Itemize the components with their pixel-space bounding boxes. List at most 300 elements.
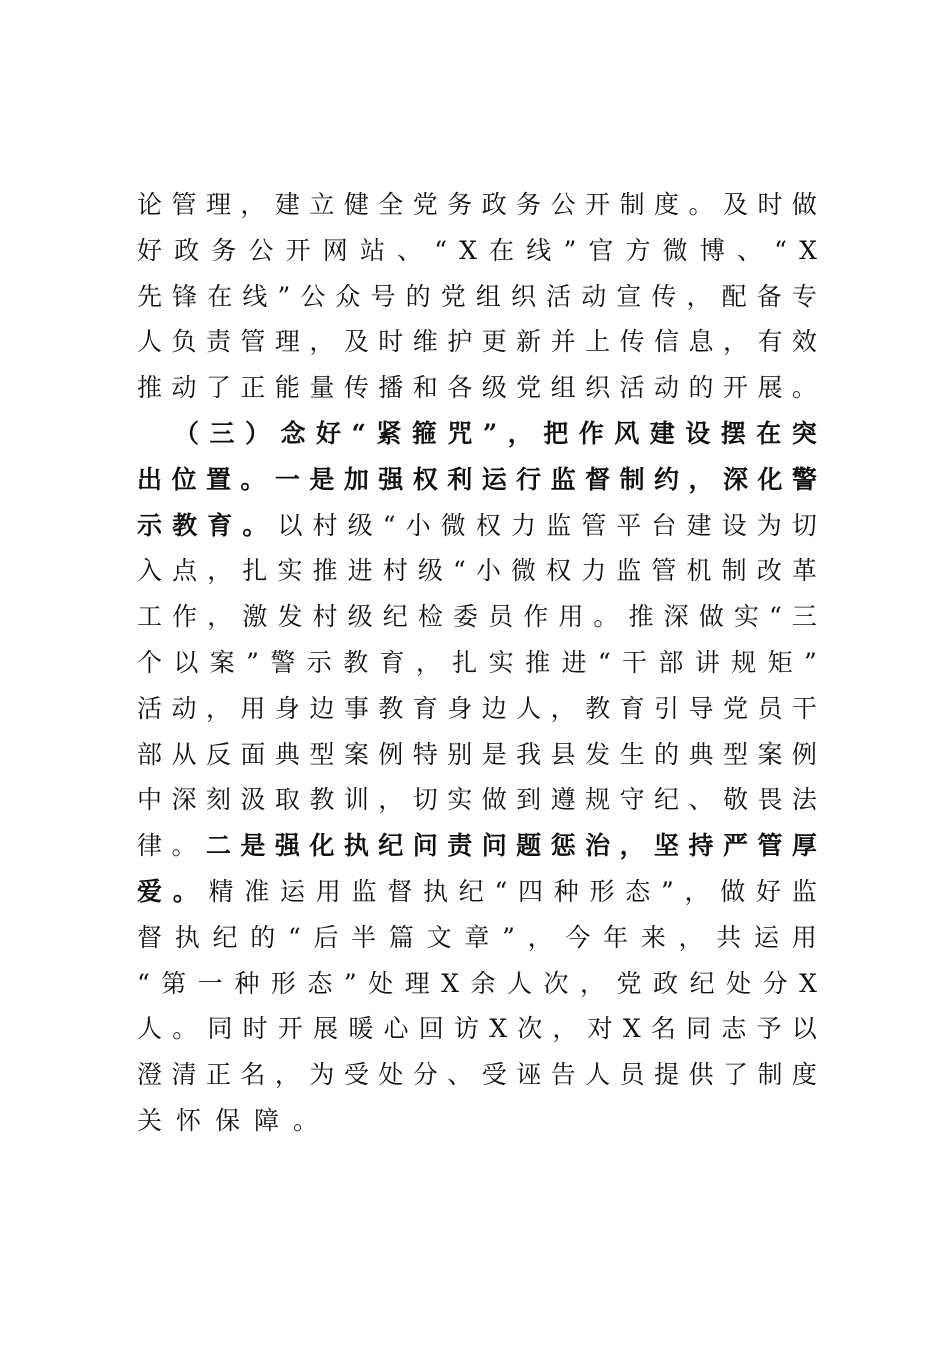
text-glyph: ”	[482, 418, 498, 448]
text-glyph: 问	[481, 831, 507, 861]
text-glyph: 传	[619, 327, 645, 357]
text-line	[137, 228, 817, 274]
text-glyph: 分	[762, 968, 788, 998]
text-glyph: 台	[651, 510, 677, 540]
text-glyph: 级	[481, 373, 507, 403]
text-glyph: 章	[464, 922, 490, 952]
text-glyph: 了	[722, 1060, 748, 1090]
text-glyph: 取	[274, 785, 300, 815]
text-glyph: 引	[654, 693, 680, 723]
text-glyph: 用	[315, 876, 341, 906]
text-glyph: 制	[619, 190, 645, 219]
text-glyph: 教	[309, 785, 335, 815]
text-glyph: 论	[137, 190, 163, 219]
text-glyph: 动	[171, 373, 197, 403]
text-glyph: 咒	[447, 418, 473, 448]
text-line	[137, 411, 817, 457]
text-glyph: 机	[686, 556, 712, 586]
text-glyph: 警	[791, 464, 817, 494]
text-glyph: 力	[581, 556, 607, 586]
text-glyph: 切	[791, 510, 817, 540]
text-glyph: 化	[757, 464, 783, 494]
text-glyph: 警	[270, 647, 296, 677]
text-glyph: 时	[757, 190, 783, 219]
text-glyph: 在	[489, 235, 515, 265]
text-glyph: ，	[207, 556, 233, 586]
text-glyph: 名	[240, 1060, 266, 1090]
text-glyph: 务	[516, 190, 542, 219]
text-glyph: 以	[173, 647, 199, 677]
text-glyph: 实	[488, 647, 514, 677]
text-glyph: 处	[378, 1060, 404, 1090]
text-glyph: 实	[447, 785, 473, 815]
text-glyph: 执	[423, 876, 449, 906]
text-glyph: 是	[240, 831, 266, 861]
text-glyph: ，	[240, 190, 266, 219]
text-glyph: 党	[722, 693, 748, 723]
text-glyph: 扎	[452, 647, 478, 677]
text-glyph: 好	[137, 235, 163, 265]
text-glyph: ，	[527, 922, 553, 952]
text-glyph: 管	[651, 556, 677, 586]
text-glyph: 政	[174, 235, 200, 265]
text-line	[137, 274, 817, 320]
text-glyph: 。	[688, 190, 714, 219]
text-glyph: 人	[585, 1060, 611, 1090]
text-glyph: 监	[351, 876, 377, 906]
text-glyph: 予	[756, 1014, 782, 1044]
text-glyph: 做	[720, 876, 746, 906]
text-glyph: 管	[757, 831, 783, 861]
text-glyph: 执	[343, 831, 369, 861]
text-glyph: 规	[585, 785, 611, 815]
text-glyph: 强	[274, 831, 300, 861]
text-glyph: 部	[658, 647, 684, 677]
text-glyph: 例	[378, 739, 404, 769]
text-glyph: 委	[452, 602, 478, 632]
text-glyph: 的	[405, 281, 431, 311]
text-glyph: 型	[722, 739, 748, 769]
text-glyph: 激	[242, 602, 268, 632]
text-glyph: 干	[791, 693, 817, 723]
text-glyph: X	[459, 235, 477, 265]
text-glyph: 志	[721, 1014, 747, 1044]
text-glyph: 好	[316, 418, 342, 448]
text-glyph: 做	[791, 190, 817, 219]
text-glyph: 执	[174, 922, 200, 952]
text-glyph: 种	[234, 968, 260, 998]
text-glyph: 持	[688, 831, 714, 861]
text-glyph: 箍	[411, 418, 437, 448]
text-glyph: 育	[412, 693, 438, 723]
text-glyph: 实	[277, 556, 303, 586]
text-glyph: 次	[543, 968, 569, 998]
text-glyph: ，	[309, 327, 335, 357]
text-glyph: 半	[351, 922, 377, 952]
text-glyph: 身	[274, 693, 300, 723]
text-glyph: ，	[378, 785, 404, 815]
text-glyph: 纪	[382, 602, 408, 632]
text-glyph: 督	[585, 464, 611, 494]
text-glyph: 站	[359, 235, 385, 265]
text-glyph: 建	[649, 418, 675, 448]
text-glyph: 进	[561, 647, 587, 677]
text-glyph: ，	[686, 281, 712, 311]
text-glyph: 用	[558, 602, 584, 632]
text-glyph: 同	[686, 1014, 712, 1044]
text-glyph: 篇	[388, 922, 414, 952]
text-glyph: 效	[791, 327, 817, 357]
text-glyph: 用	[240, 693, 266, 723]
text-glyph: 开	[277, 1014, 303, 1044]
text-glyph: 制	[619, 464, 645, 494]
text-glyph: 摆	[720, 418, 746, 448]
text-line	[137, 777, 817, 823]
text-glyph: 澄	[137, 1060, 163, 1090]
text-glyph: 微	[662, 235, 688, 265]
text-glyph: 息	[688, 327, 714, 357]
text-glyph: 号	[370, 281, 396, 311]
text-glyph: 法	[791, 785, 817, 815]
text-glyph: ，	[678, 922, 704, 952]
text-glyph: X	[799, 968, 817, 998]
text-glyph: 人	[137, 1014, 163, 1044]
text-glyph: 能	[274, 373, 300, 403]
text-glyph: 同	[207, 1014, 233, 1044]
text-glyph: 。	[593, 602, 619, 632]
text-glyph: 务	[447, 190, 473, 219]
text-glyph: 后	[313, 922, 339, 952]
text-glyph: 村	[382, 556, 408, 586]
text-glyph: 。	[172, 876, 198, 906]
text-glyph: 。	[240, 464, 266, 494]
text-glyph: “	[774, 235, 787, 265]
text-glyph: ，	[684, 876, 710, 906]
text-glyph: 一	[197, 968, 223, 998]
text-glyph: 人	[516, 693, 542, 723]
text-glyph: 暖	[348, 1014, 374, 1044]
text-glyph: 在	[207, 281, 233, 311]
text-glyph: 形	[589, 876, 615, 906]
text-glyph: 公	[300, 281, 326, 311]
text-glyph: 点	[172, 556, 198, 586]
text-glyph: “	[452, 556, 466, 586]
text-glyph: X	[622, 1014, 641, 1044]
text-glyph: 敬	[722, 785, 748, 815]
text-glyph: “	[351, 418, 366, 448]
text-glyph: X	[799, 235, 817, 265]
text-glyph: 立	[309, 190, 335, 219]
text-glyph: 、	[397, 235, 423, 265]
text-glyph: 为	[309, 1060, 335, 1090]
text-glyph: 是	[481, 739, 507, 769]
text-glyph: 员	[488, 602, 514, 632]
text-glyph: 名	[650, 1014, 676, 1044]
text-glyph: 博	[699, 235, 725, 265]
text-glyph: 管	[240, 327, 266, 357]
text-glyph: 小	[475, 556, 501, 586]
text-glyph: 入	[137, 556, 163, 586]
text-line	[137, 457, 817, 503]
text-glyph: 管	[171, 190, 197, 219]
text-glyph: 生	[619, 739, 645, 769]
text-glyph: 纪	[689, 968, 715, 998]
text-glyph: 处	[368, 968, 394, 998]
text-glyph: X	[441, 968, 459, 998]
text-line	[137, 503, 817, 549]
text-glyph: 畏	[757, 785, 783, 815]
text-glyph: 、	[736, 235, 762, 265]
text-glyph: 官	[588, 235, 614, 265]
text-glyph: 理	[205, 190, 231, 219]
text-glyph: 受	[481, 1060, 507, 1090]
text-glyph: 治	[585, 831, 611, 861]
text-glyph: 维	[412, 327, 438, 357]
text-glyph: 全	[378, 190, 404, 219]
text-glyph: 推	[137, 373, 163, 403]
text-glyph: 教	[343, 647, 369, 677]
text-glyph: 正	[240, 373, 266, 403]
text-glyph: 典	[274, 739, 300, 769]
text-glyph: 动	[581, 281, 607, 311]
text-glyph: 中	[137, 785, 163, 815]
text-glyph: 处	[726, 968, 752, 998]
text-glyph: 发	[277, 602, 303, 632]
text-line	[137, 1098, 817, 1144]
text-line	[137, 1006, 817, 1052]
text-glyph: 播	[378, 373, 404, 403]
text-glyph: 工	[137, 602, 163, 632]
text-glyph: 我	[516, 739, 542, 769]
text-glyph: 责	[205, 327, 231, 357]
text-glyph: 传	[651, 281, 677, 311]
text-glyph: 人	[137, 327, 163, 357]
text-glyph: 权	[475, 510, 501, 540]
text-glyph: 种	[553, 876, 579, 906]
text-glyph: 各	[447, 373, 473, 403]
text-glyph: 示	[137, 510, 163, 540]
text-glyph: 监	[791, 876, 817, 906]
text-glyph: 护	[447, 327, 473, 357]
text-glyph: 县	[550, 739, 576, 769]
text-glyph: 改	[756, 556, 782, 586]
text-glyph: ，	[274, 1060, 300, 1090]
text-glyph: 织	[585, 373, 611, 403]
text-glyph: 展	[757, 373, 783, 403]
text-glyph: 切	[412, 785, 438, 815]
text-glyph: “	[137, 968, 150, 998]
text-line	[137, 182, 817, 228]
text-glyph: 守	[619, 785, 645, 815]
text-glyph: 权	[546, 556, 572, 586]
text-glyph: 以	[791, 1014, 817, 1044]
text-glyph: 年	[603, 922, 629, 952]
text-glyph: 级	[347, 510, 373, 540]
text-glyph: 做	[481, 785, 507, 815]
text-glyph: 在	[756, 418, 782, 448]
text-glyph: 党	[412, 190, 438, 219]
text-glyph: 运	[754, 922, 780, 952]
text-glyph: 推	[628, 602, 654, 632]
text-glyph: 传	[343, 373, 369, 403]
text-glyph: 把	[543, 418, 569, 448]
text-glyph: 理	[274, 327, 300, 357]
text-line	[137, 732, 817, 778]
text-glyph: 配	[721, 281, 747, 311]
text-glyph: 作	[578, 418, 604, 448]
text-glyph: 先	[137, 281, 163, 311]
text-glyph: 展	[313, 1014, 339, 1044]
text-glyph: 和	[412, 373, 438, 403]
text-glyph: 公	[248, 235, 274, 265]
text-glyph: ，	[507, 418, 533, 448]
text-glyph: ”	[661, 876, 674, 906]
text-glyph: 更	[481, 327, 507, 357]
text-glyph: 位	[171, 464, 197, 494]
text-glyph: 利	[447, 464, 473, 494]
text-glyph: 好	[756, 876, 782, 906]
text-glyph: 线	[526, 235, 552, 265]
text-glyph: 线	[242, 281, 268, 311]
text-glyph: 供	[688, 1060, 714, 1090]
text-glyph: 加	[343, 464, 369, 494]
text-glyph: 教	[585, 693, 611, 723]
text-glyph: 是	[309, 464, 335, 494]
text-glyph: 紧	[376, 418, 402, 448]
text-glyph: 设	[721, 510, 747, 540]
text-glyph: 。	[242, 510, 268, 540]
text-glyph: 爱	[137, 876, 163, 906]
text-glyph: 案	[757, 739, 783, 769]
text-glyph: 织	[510, 281, 536, 311]
text-glyph: 强	[378, 464, 404, 494]
text-glyph: 时	[378, 327, 404, 357]
text-glyph: 做	[698, 602, 724, 632]
text-glyph: 三	[791, 602, 817, 632]
text-glyph: 锋	[172, 281, 198, 311]
text-glyph: 活	[619, 373, 645, 403]
text-glyph: 个	[137, 647, 163, 677]
text-glyph: 进	[347, 556, 373, 586]
text-glyph: 题	[516, 831, 542, 861]
text-glyph: 推	[312, 556, 338, 586]
text-glyph: 事	[343, 693, 369, 723]
text-glyph: 文	[426, 922, 452, 952]
text-glyph: X	[489, 1014, 507, 1044]
text-glyph: ”	[803, 647, 817, 677]
text-glyph: 组	[550, 373, 576, 403]
text-glyph: 党	[440, 281, 466, 311]
text-glyph: 准	[244, 876, 270, 906]
text-glyph: 形	[270, 968, 296, 998]
text-glyph: 力	[510, 510, 536, 540]
text-glyph: 督	[387, 876, 413, 906]
text-glyph: 发	[585, 739, 611, 769]
text-glyph: 第	[161, 968, 187, 998]
text-glyph: 纪	[654, 785, 680, 815]
text-glyph: 活	[137, 693, 163, 723]
text-glyph: 清	[171, 1060, 197, 1090]
text-glyph: 教	[378, 693, 404, 723]
text-glyph: 到	[516, 785, 542, 815]
text-glyph: 网	[322, 235, 348, 265]
text-glyph: 反	[205, 739, 231, 769]
text-glyph: 二	[205, 831, 231, 861]
text-glyph: ，	[688, 464, 714, 494]
text-glyph: 出	[137, 464, 163, 494]
text-glyph: ”	[502, 922, 515, 952]
text-glyph: 革	[791, 556, 817, 586]
text-glyph: 微	[510, 556, 536, 586]
text-glyph: 型	[309, 739, 335, 769]
text-glyph: 育	[207, 510, 233, 540]
text-glyph: 育	[619, 693, 645, 723]
text-glyph: 责	[447, 831, 473, 861]
text-glyph: 建	[686, 510, 712, 540]
text-glyph: 用	[791, 922, 817, 952]
text-glyph: 对	[587, 1014, 613, 1044]
text-glyph: 从	[171, 739, 197, 769]
text-glyph: 深	[722, 464, 748, 494]
text-line	[137, 961, 817, 1007]
text-glyph: 、	[688, 785, 714, 815]
text-glyph: 纪	[212, 922, 238, 952]
text-glyph: 度	[791, 1060, 817, 1090]
text-glyph: 化	[309, 831, 335, 861]
text-glyph: 纪	[458, 876, 484, 906]
text-glyph: 提	[654, 1060, 680, 1090]
text-glyph: 干	[622, 647, 648, 677]
text-glyph: 以	[277, 510, 303, 540]
text-glyph: 微	[440, 510, 466, 540]
text-glyph: 精	[208, 876, 234, 906]
text-glyph: 告	[550, 1060, 576, 1090]
text-glyph: 部	[137, 739, 163, 769]
text-glyph: 示	[306, 647, 332, 677]
text-glyph: 四	[518, 876, 544, 906]
text-line	[137, 915, 817, 961]
text-glyph: 活	[546, 281, 572, 311]
text-glyph: 动	[171, 693, 197, 723]
text-glyph: 作	[523, 602, 549, 632]
text-glyph: “	[597, 647, 611, 677]
text-glyph: 典	[688, 739, 714, 769]
text-glyph: 受	[343, 1060, 369, 1090]
text-glyph: 育	[379, 647, 405, 677]
text-line	[137, 365, 817, 411]
text-glyph: 念	[280, 418, 306, 448]
text-glyph: 约	[654, 464, 680, 494]
text-glyph: 组	[475, 281, 501, 311]
text-glyph: 及	[722, 190, 748, 219]
text-glyph: ”	[277, 281, 291, 311]
text-glyph: 级	[417, 556, 443, 586]
text-glyph: 检	[417, 602, 443, 632]
text-glyph: 管	[581, 510, 607, 540]
text-glyph: ）	[245, 418, 271, 448]
text-glyph: 三	[209, 418, 235, 448]
text-glyph: 党	[516, 373, 542, 403]
text-glyph: 信	[654, 327, 680, 357]
text-glyph: 理	[404, 968, 430, 998]
text-glyph: 运	[481, 464, 507, 494]
text-glyph: 一	[274, 464, 300, 494]
text-glyph: 村	[312, 602, 338, 632]
text-glyph: 来	[640, 922, 666, 952]
text-glyph: 今	[565, 922, 591, 952]
text-glyph: 政	[481, 190, 507, 219]
text-glyph: 时	[242, 1014, 268, 1044]
